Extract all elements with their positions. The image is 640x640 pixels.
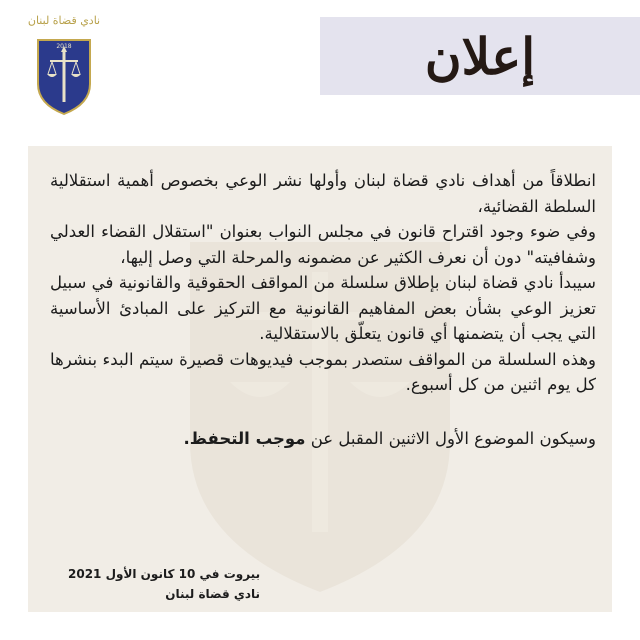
place: بيروت في [199,567,261,581]
announcement-body [50,168,596,451]
closing-lead: وسيكون الموضوع الأول الاثنين المقبل عن [310,428,596,448]
logo-year: 2018 [56,43,72,50]
date: 10 كانون الأول 2021 [68,567,196,581]
page-title: إعلان [424,26,536,86]
scales-shield-icon [22,14,106,118]
signature: نادي قضاة لبنان [165,587,261,601]
paragraph-objectives: انطلاقاً من أهداف نادي قضاة لبنان وأولها نشر الوعي بخصوص أهمية استقلالية السلطة القضائية، [50,171,596,216]
place-date [68,564,260,584]
paragraph-proposal: وفي ضوء وجود اقتراح قانون في مجلس النواب بعنوان "استقلال القضاء العدلي وشفافيته" دون أن نعرف الكثير عن مضمونه والمرحلة التي وصل إليها، [50,222,596,267]
club-logo [22,14,106,118]
signature-block [68,564,260,604]
paragraph-videos: وهذه السلسلة من المواقف ستصدر بموجب فيديوهات قصيرة سيتم البدء بنشرها كل يوم اثنين من كل أسبوع. [50,349,596,394]
closing-topic: موجب التحفظ. [183,428,306,448]
paragraph-series: سيبدأ نادي قضاة لبنان بإطلاق سلسلة من المواقف الحقوقية والقانونية في سبيل تعزيز الوعي بشأن بعض المفاهيم القانونية مع التركيز على المبادئ الأساسية التي يجب أن يتضمنها أي قانون يتعلّق بالاستقلالية. [50,273,596,343]
title-banner [320,17,640,95]
closing-line [50,426,596,452]
logo-caption: نادي قضاة لبنان [27,14,101,27]
announcement-panel [28,146,612,612]
